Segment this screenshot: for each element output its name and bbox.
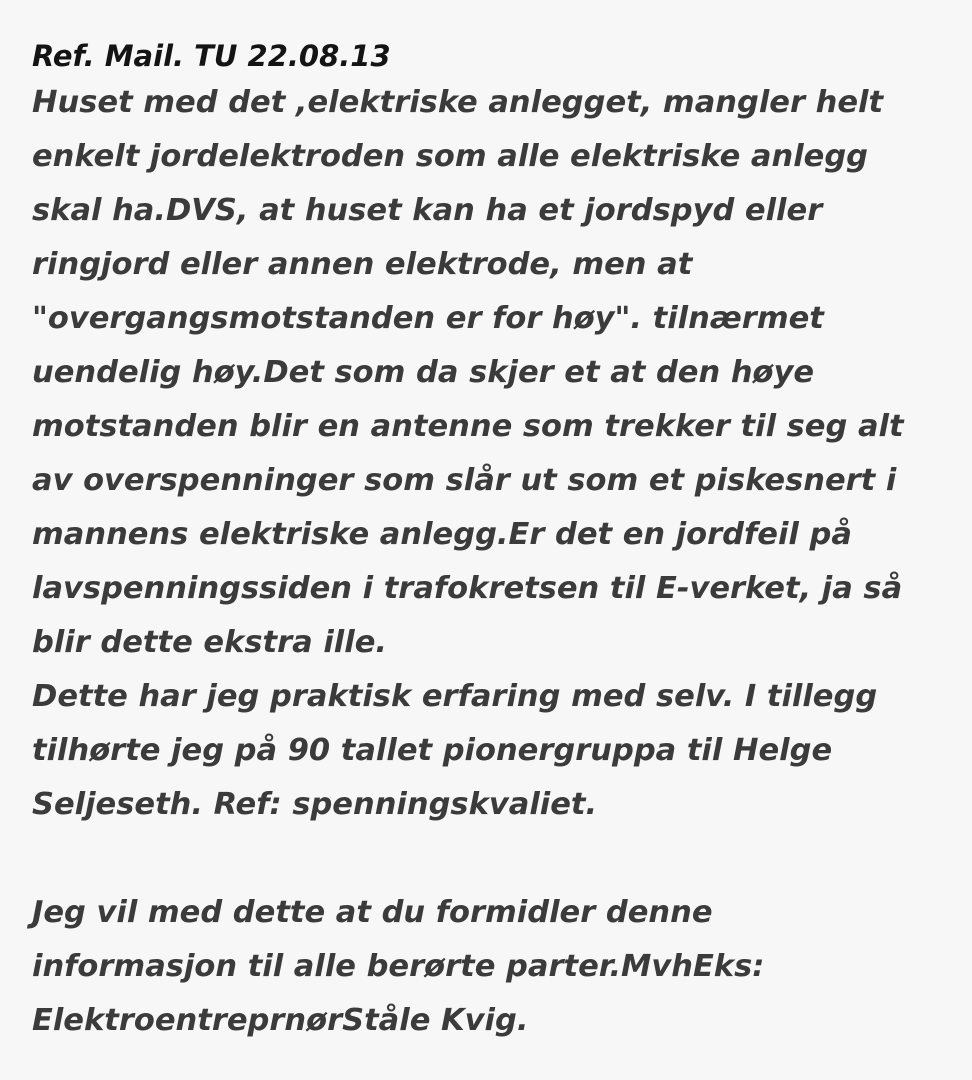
- paragraph-gap: [32, 832, 942, 886]
- text-line: ElektroentreprnørStåle Kvig.: [32, 1003, 529, 1038]
- message-title: Ref. Mail. TU 22.08.13: [32, 39, 391, 73]
- text-line: tilhørte jeg på 90 tallet pionergruppa til Helge: [32, 733, 833, 768]
- text-line: ringjord eller annen elektrode, men at: [32, 247, 693, 282]
- text-line: Dette har jeg praktisk erfaring med selv. I tillegg: [32, 679, 878, 714]
- text-line: Jeg vil med dette at du formidler denne: [32, 895, 713, 930]
- text-line: informasjon til alle berørte parter.MvhEks:: [32, 949, 765, 984]
- text-line: Huset med det ,elektriske anlegget, mangler helt: [32, 85, 884, 120]
- text-line: Seljeseth. Ref: spenningskvaliet.: [32, 787, 598, 822]
- text-line: mannens elektriske anlegg.Er det en jordfeil på: [32, 517, 852, 552]
- text-line: lavspenningssiden i trafokretsen til E-verket, ja så: [32, 571, 903, 606]
- text-line: av overspenninger som slår ut som et piskesnert i: [32, 463, 897, 498]
- message-body: [32, 76, 942, 1048]
- paragraph-1: [32, 76, 942, 670]
- text-line: enkelt jordelektroden som alle elektriske anlegg: [32, 139, 868, 174]
- text-line: uendelig høy.Det som da skjer et at den høye: [32, 355, 815, 390]
- text-line: blir dette ekstra ille.: [32, 625, 387, 660]
- text-line: motstanden blir en antenne som trekker til seg alt: [32, 409, 904, 444]
- paragraph-2: [32, 670, 942, 832]
- text-line: skal ha.DVS, at huset kan ha et jordspyd eller: [32, 193, 823, 228]
- text-line: "overgangsmotstanden er for høy". tilnærmet: [32, 301, 824, 336]
- paragraph-3: [32, 886, 942, 1048]
